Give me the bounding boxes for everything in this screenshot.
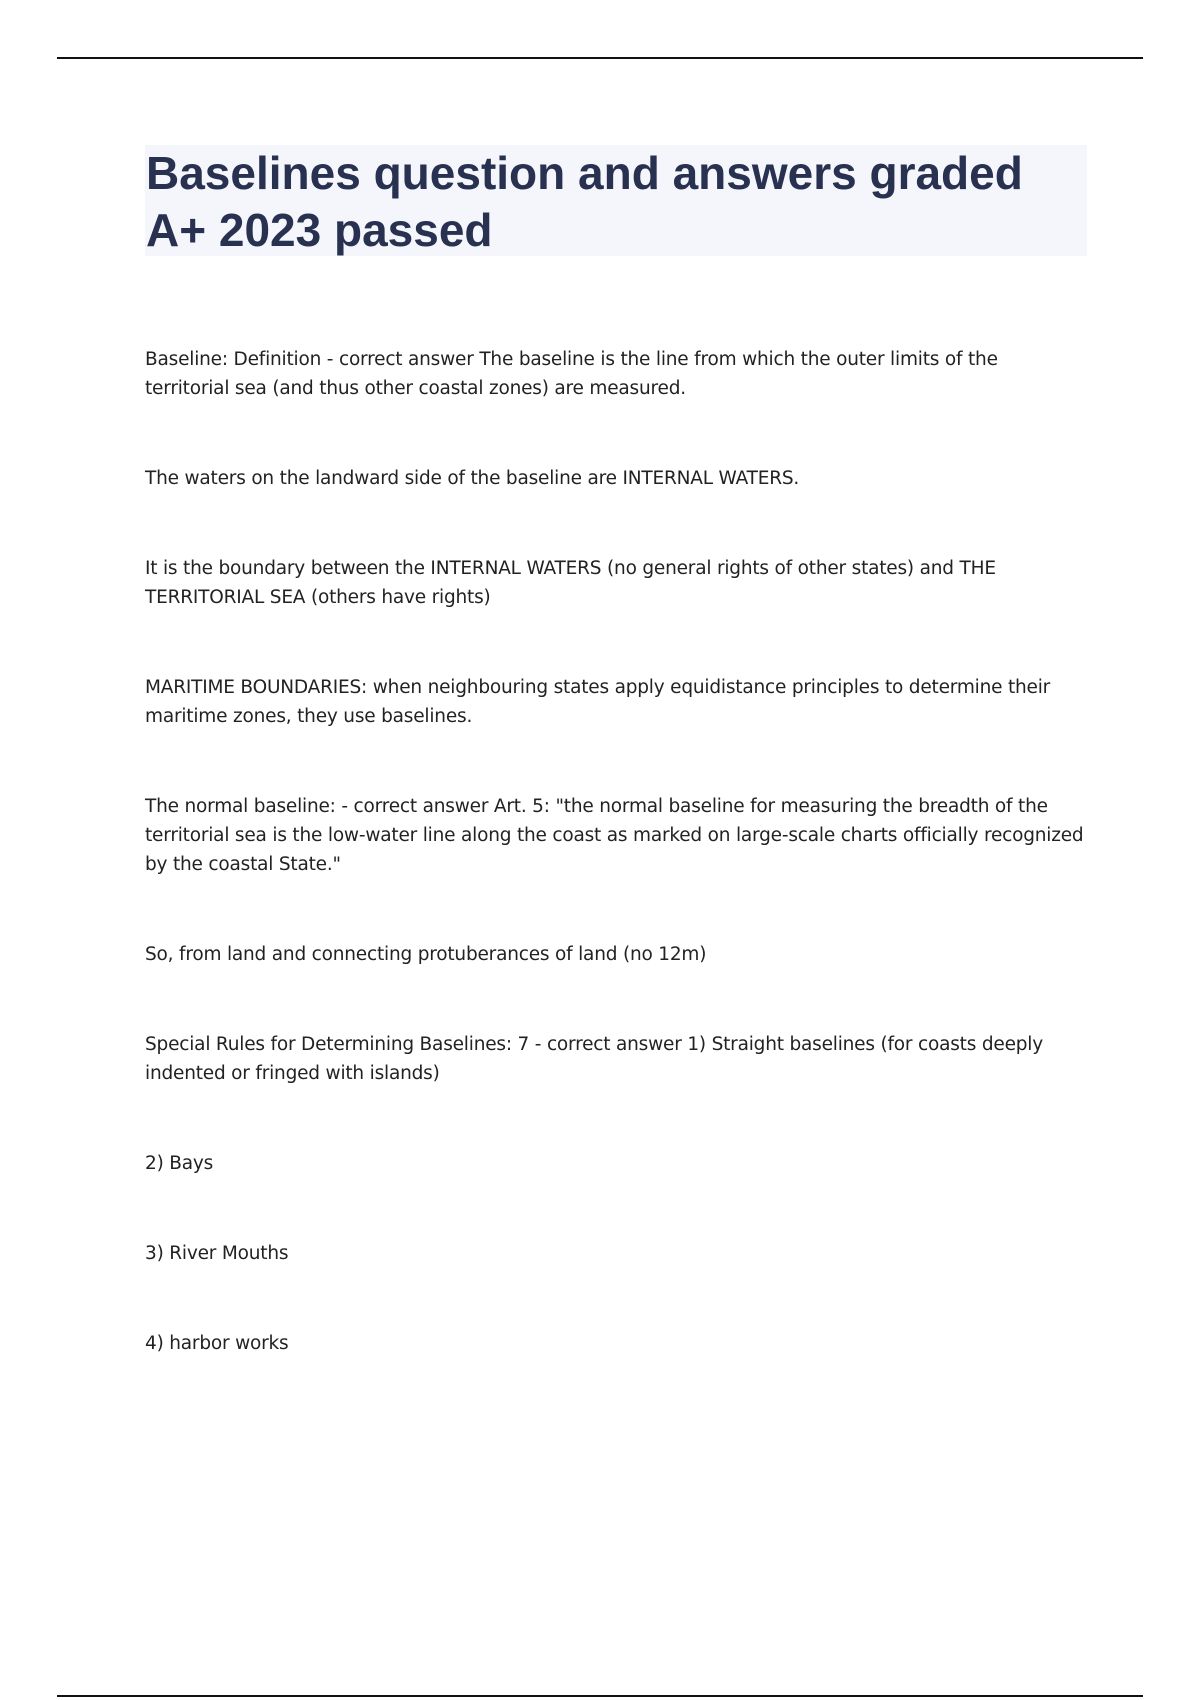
document-body	[145, 345, 1085, 1358]
paragraph-protuberances: So, from land and connecting protuberances of land (no 12m)	[145, 944, 707, 965]
list-item-bays: 2) Bays	[145, 1153, 214, 1174]
paragraph-boundary: It is the boundary between the INTERNAL WATERS (no general rights of other states) and THE TERRITORIAL SEA (others have rights)	[145, 558, 996, 608]
paragraph-internal-waters: The waters on the landward side of the baseline are INTERNAL WATERS.	[145, 468, 800, 489]
title-block	[145, 145, 1087, 256]
bottom-page-rule	[57, 1695, 1143, 1697]
paragraph-special-rules: Special Rules for Determining Baselines: 7 - correct answer 1) Straight baselines (for coasts deeply indented or fringed with islands)	[145, 1034, 1043, 1084]
document-title: Baselines question and answers graded A+ 2023 passed	[146, 147, 1023, 256]
list-item-harbor-works: 4) harbor works	[145, 1333, 289, 1354]
list-item-river-mouths: 3) River Mouths	[145, 1243, 289, 1264]
paragraph-maritime-boundaries: MARITIME BOUNDARIES: when neighbouring states apply equidistance principles to determine their maritime zones, they use baselines.	[145, 677, 1051, 727]
paragraph-normal-baseline: The normal baseline: - correct answer Art. 5: "the normal baseline for measuring the breadth of the territorial sea is the low-water line along the coast as marked on large-scale charts officially recognized by the coastal State."	[145, 796, 1084, 875]
paragraph-baseline-definition: Baseline: Definition - correct answer The baseline is the line from which the outer limits of the territorial sea (and thus other coastal zones) are measured.	[145, 349, 998, 399]
top-page-rule	[57, 57, 1143, 59]
